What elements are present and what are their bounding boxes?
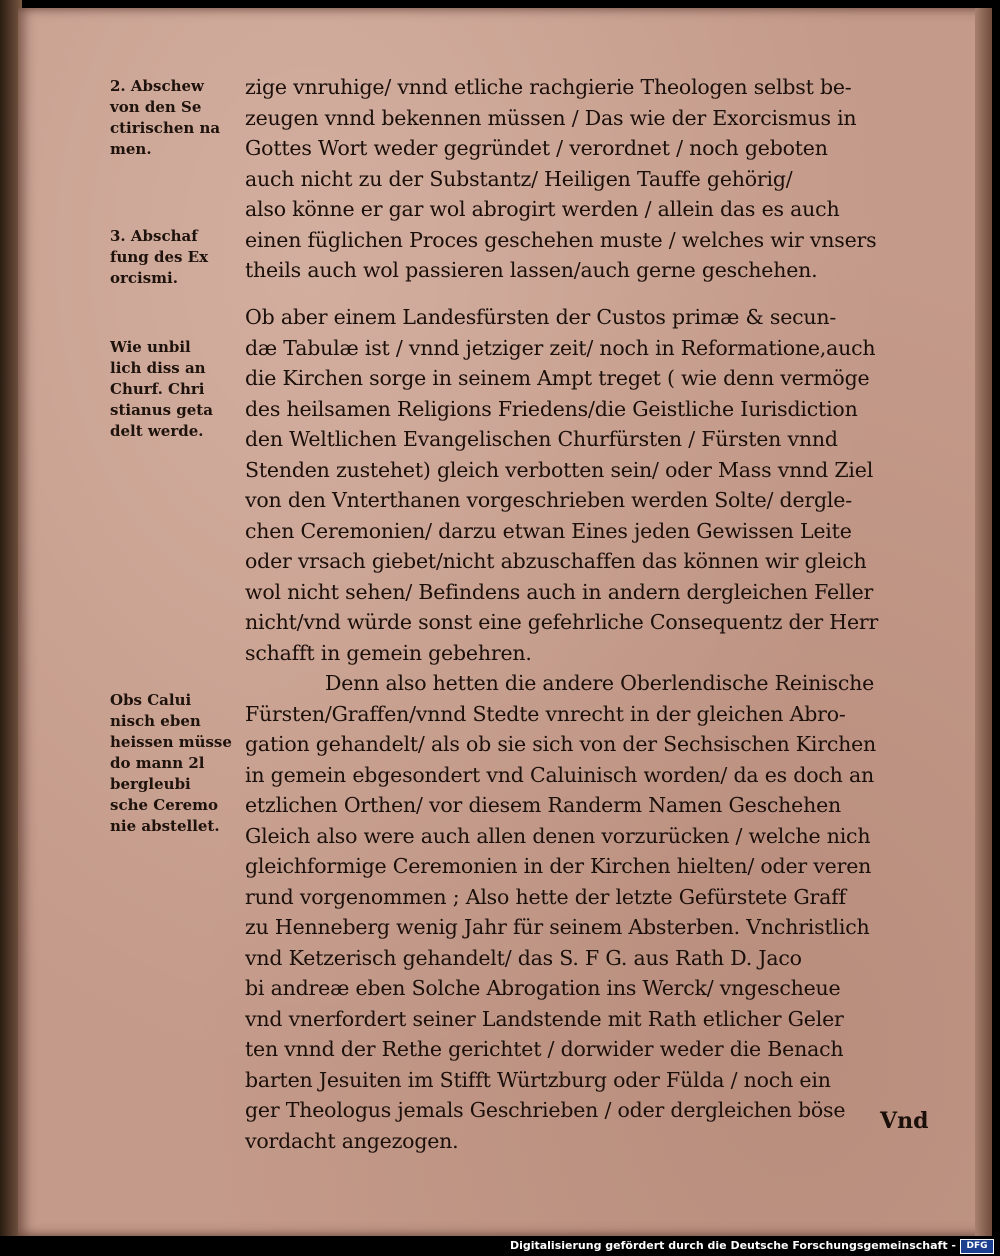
text-line: Gottes Wort weder gegründet / verordnet / noch geboten	[245, 136, 828, 160]
margin-note-line: fung des Ex	[110, 248, 209, 266]
text-line: zu Henneberg wenig Jahr für seinem Absterben. Vnchristlich	[245, 915, 870, 939]
dfg-logo: DFG	[960, 1239, 994, 1254]
text-line: Fürsten/Graffen/vnnd Stedte vnrecht in der gleichen Abro-	[245, 701, 846, 726]
margin-note-line: bergleubi	[110, 775, 191, 793]
margin-note-line: von den Se	[110, 98, 202, 116]
margin-note-2	[110, 226, 245, 289]
footer-bar	[0, 1236, 1000, 1256]
margin-note-line: do mann 2l	[110, 754, 205, 772]
paragraph-3	[245, 668, 935, 1156]
margin-note-line: men.	[110, 140, 152, 158]
text-line: in gemein ebgesondert vnd Caluinisch worden/ da es doch an	[245, 762, 874, 787]
margin-note-line: orcismi.	[110, 269, 178, 287]
margin-note-line: nisch eben	[110, 712, 201, 730]
text-line: oder vrsach giebet/nicht abzuschaffen das können wir gleich	[245, 549, 867, 573]
text-line: vnd Ketzerisch gehandelt/ das S. F G. aus Rath D. Jaco	[245, 945, 802, 970]
margin-note-3	[110, 337, 245, 442]
text-line: einen füglichen Proces geschehen muste / welches wir vnsers	[245, 227, 877, 252]
margin-note-line: delt werde.	[110, 422, 204, 440]
text-line: zige vnruhige/ vnnd etliche rachgierie Theologen selbst be-	[245, 75, 852, 99]
margin-note-line: Churf. Chri	[110, 380, 205, 398]
margin-note-line: heissen müsse	[110, 733, 232, 751]
footer-credit: Digitalisierung gefördert durch die Deutsche Forschungsgemeinschaft -	[509, 1239, 956, 1252]
margin-note-line: Obs Calui	[110, 691, 192, 709]
text-line: vnd vnerfordert seiner Landstende mit Rath etlicher Geler	[245, 1006, 844, 1031]
text-line: des heilsamen Religions Friedens/die Geistliche Iurisdiction	[245, 396, 858, 421]
text-line: chen Ceremonien/ darzu etwan Eines jeden Gewissen Leite	[245, 518, 852, 543]
text-line: bi andreæ eben Solche Abrogation ins Werck/ vngescheue	[245, 976, 841, 1000]
text-line: vordacht angezogen.	[245, 1128, 459, 1153]
text-line: ten vnnd der Rethe gerichtet / dorwider weder die Benach	[245, 1037, 844, 1061]
text-line: also könne er gar wol abrogirt werden / allein das es auch	[245, 197, 840, 221]
margin-note-line: 2. Abschew	[110, 77, 204, 95]
text-line: etzlichen Orthen/ vor diesem Randerm Namen Geschehen	[245, 793, 842, 817]
text-line: dæ Tabulæ ist / vnnd jetziger zeit/ noch in Reformatione,auch	[245, 335, 876, 360]
paragraph-2	[245, 302, 935, 668]
text-line: auch nicht zu der Substantz/ Heiligen Tauffe gehörig/	[245, 166, 793, 191]
text-line: Denn also hetten die andere Oberlendische Reinische	[325, 671, 875, 695]
text-line: Gleich also were auch allen denen vorzurücken / welche nich	[245, 823, 871, 848]
text-line: barten Jesuiten im Stifft Würtzburg oder Fülda / noch ein	[245, 1067, 831, 1092]
text-line: Ob aber einem Landesfürsten der Custos primæ & secun-	[245, 305, 837, 329]
margin-note-line: 3. Abschaf	[110, 227, 198, 245]
margin-note-line: Wie unbil	[110, 338, 191, 356]
text-line: schafft in gemein gebehren.	[245, 640, 532, 665]
margin-note-4	[110, 690, 245, 837]
text-line: den Weltlichen Evangelischen Churfürsten / Fürsten vnnd	[245, 427, 838, 451]
text-line: theils auch wol passieren lassen/auch gerne geschehen.	[245, 258, 818, 282]
text-line: Stenden zustehet) gleich verbotten sein/ oder Mass vnnd Ziel	[245, 457, 874, 482]
text-line: gleichformige Ceremonien in der Kirchen hielten/ oder veren	[245, 854, 872, 878]
margin-note-line: ctirischen na	[110, 119, 221, 137]
text-line: rund vorgenommen ; Also hette der letzte Gefürstete Graff	[245, 884, 846, 909]
text-line: zeugen vnnd bekennen müssen / Das wie der Exorcismus in	[245, 105, 857, 130]
page-edge	[975, 8, 992, 1236]
catchword: Vnd	[880, 1108, 929, 1134]
margin-note-line: stianus geta	[110, 401, 213, 419]
text-line: gation gehandelt/ als ob sie sich von der Sechsischen Kirchen	[245, 732, 877, 756]
margin-note-line: lich diss an	[110, 359, 206, 377]
text-line: die Kirchen sorge in seinem Ampt treget ( wie denn vermöge	[245, 366, 870, 390]
margin-note-line: sche Ceremo	[110, 796, 219, 814]
paragraph-1	[245, 72, 935, 286]
margin-note-1	[110, 76, 245, 160]
margin-note-line: nie abstellet.	[110, 817, 220, 835]
text-line: ger Theologus jemals Geschrieben / oder dergleichen böse	[245, 1098, 846, 1122]
text-line: nicht/vnd würde sonst eine gefehrliche Consequentz der Herr	[245, 610, 879, 634]
text-line: wol nicht sehen/ Befindens auch in andern dergleichen Feller	[245, 579, 874, 604]
text-line: von den Vnterthanen vorgeschrieben werden Solte/ dergle-	[245, 488, 852, 512]
